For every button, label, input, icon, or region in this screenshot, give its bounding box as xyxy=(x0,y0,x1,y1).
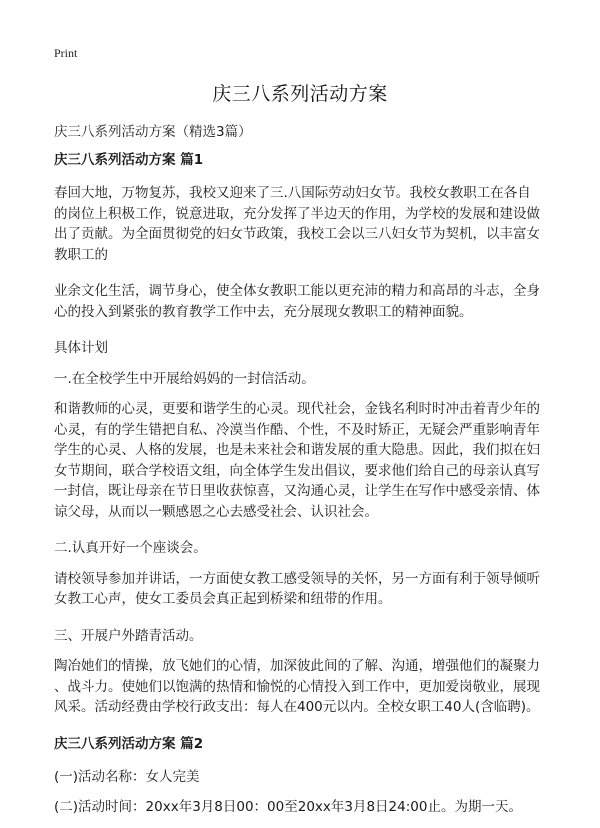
section-2-item-1: (一)活动名称：女人完美 xyxy=(54,768,200,785)
text-line: 教职工的 xyxy=(54,246,108,263)
text-line: 业余文化生活，调节身心，使全体女教职工能以更充沛的精力和高昂的斗志，全身 xyxy=(54,283,540,299)
item-2-body xyxy=(54,569,554,610)
text-line: 春回大地，万物复苏，我校又迎来了三.八国际劳动妇女节。我校女教职工在各自 xyxy=(54,185,531,201)
text-line: 的岗位上积极工作，锐意进取，充分发挥了半边天的作用，为学校的发展和建设做 xyxy=(54,205,540,222)
text-line: 学生的心灵、人格的发展，也是未来社会和谐发展的重大隐患。因此，我们拟在妇 xyxy=(54,442,540,458)
item-1-title: 一.在全校学生中开展给妈妈的一封信活动。 xyxy=(54,370,315,387)
text-line: 心灵，有的学生错把自私、冷漠当作酷、个性，不及时矫正，无疑会严重影响青年 xyxy=(54,421,540,438)
document-title: 庆三八系列活动方案 xyxy=(212,83,388,105)
text-line: 谅父母，从而以一颗感恩之心去感受社会、认识社会。 xyxy=(54,503,378,520)
item-3-title: 三、开展户外踏青活动。 xyxy=(54,627,203,644)
text-line: 请校领导参加并讲话，一方面使女教工感受领导的关怀，另一方面有利于领导倾听 xyxy=(54,570,540,587)
paragraph-intro-continued xyxy=(54,281,554,322)
section-2-item-2: (二)活动时间：20xx年3月8日00：00至20xx年3月8日24:00止。为期一天。 xyxy=(54,799,522,815)
section-heading-1: 庆三八系列活动方案 篇1 xyxy=(54,152,204,168)
text-line: 、战斗力。使她们以饱满的热情和愉悦的心情投入到工作中，更加爱岗敬业，展现 xyxy=(54,678,540,695)
section-heading-2: 庆三八系列活动方案 篇2 xyxy=(54,735,204,752)
text-line: 女节期间，联合学校语文组，向全体学生发出倡议，要求他们给自己的母亲认真写 xyxy=(54,462,540,479)
document-subtitle: 庆三八系列活动方案（精选3篇） xyxy=(54,124,252,140)
item-3-body xyxy=(54,656,554,718)
text-line: 出了贡献。为全面贯彻党的妇女节政策，我校工会以三八妇女节为契机，以丰富女 xyxy=(54,226,540,242)
document-body xyxy=(54,150,554,828)
text-line: 心的投入到紧张的教育教学工作中去，充分展现女教职工的精神面貌。 xyxy=(54,303,473,320)
text-line: 一封信，既让母亲在节日里收获惊喜，又沟通心灵，让学生在写作中感受亲情、体 xyxy=(54,483,540,499)
item-2-title: 二.认真开好一个座谈会。 xyxy=(54,540,207,556)
text-line: 陶冶她们的情操，放飞她们的心情，加深彼此间的了解、沟通，增强他们的凝聚力 xyxy=(54,658,540,674)
text-line: 风采。活动经费由学校行政支出：每人在400元以内。全校女职工40人(含临聘)。 xyxy=(54,699,540,715)
plan-heading: 具体计划 xyxy=(54,340,108,356)
text-line: 和谐教师的心灵，更要和谐学生的心灵。现代社会，金钱名利时时冲击着青少年的 xyxy=(54,401,540,417)
print-label[interactable]: Print xyxy=(54,46,78,60)
text-line: 女教工心声，使女工委员会真正起到桥梁和纽带的作用。 xyxy=(54,591,392,607)
item-1-body xyxy=(54,399,554,522)
paragraph-intro xyxy=(54,183,554,265)
